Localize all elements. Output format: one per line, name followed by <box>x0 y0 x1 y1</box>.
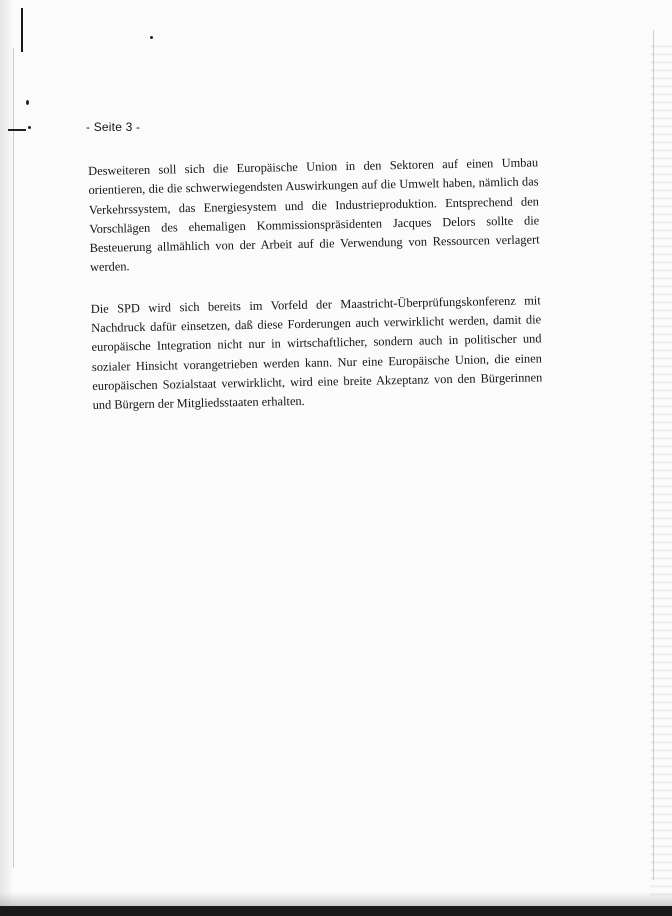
scan-right-border <box>653 30 654 880</box>
paragraph-1: Desweiteren soll sich die Europäische Union in den Sektoren auf einen Umbau orientieren, die die schwerwiegendsten Auswirkungen auf die Umwelt haben, nämlich das Verkehrssystem, das Energiesystem und die Industrieproduktion. Entsprechend den Vorschlägen des ehemaligen Kommissionspräsidenten Jacques Delors sollte die Besteuerung allmählich von der Arbeit auf die Verwendung von Ressourcen verlagert werden. <box>88 155 540 275</box>
document-body <box>88 153 543 437</box>
scan-bottom-edge <box>0 906 672 916</box>
scan-page-border <box>13 48 14 868</box>
scan-tick-mark <box>8 129 26 131</box>
scan-left-edge <box>0 0 12 916</box>
scan-speck <box>26 100 29 105</box>
page-number: - Seite 3 - <box>86 120 141 134</box>
scan-speck <box>150 36 153 39</box>
scan-bottom-shade <box>0 892 672 906</box>
scan-mark-line <box>21 8 23 52</box>
scan-speck <box>28 126 31 129</box>
paragraph-2: Die SPD wird sich bereits im Vorfeld der Maastricht-Überprüfungskonferenz mit Nachdruck dafür einsetzen, daß diese Forderungen auch verwirklicht werden, damit die europäische Integration nicht nur in wirtschaftlicher, sondern auch in politischer und sozialer Hinsicht vorangetrieben werden kann. Nur eine Europäische Union, die einen europäischen Sozialstaat verwirklicht, wird eine breite Akzeptanz von den Bürgerinnen und Bürgern der Mitgliedsstaaten erhalten. <box>90 293 543 413</box>
